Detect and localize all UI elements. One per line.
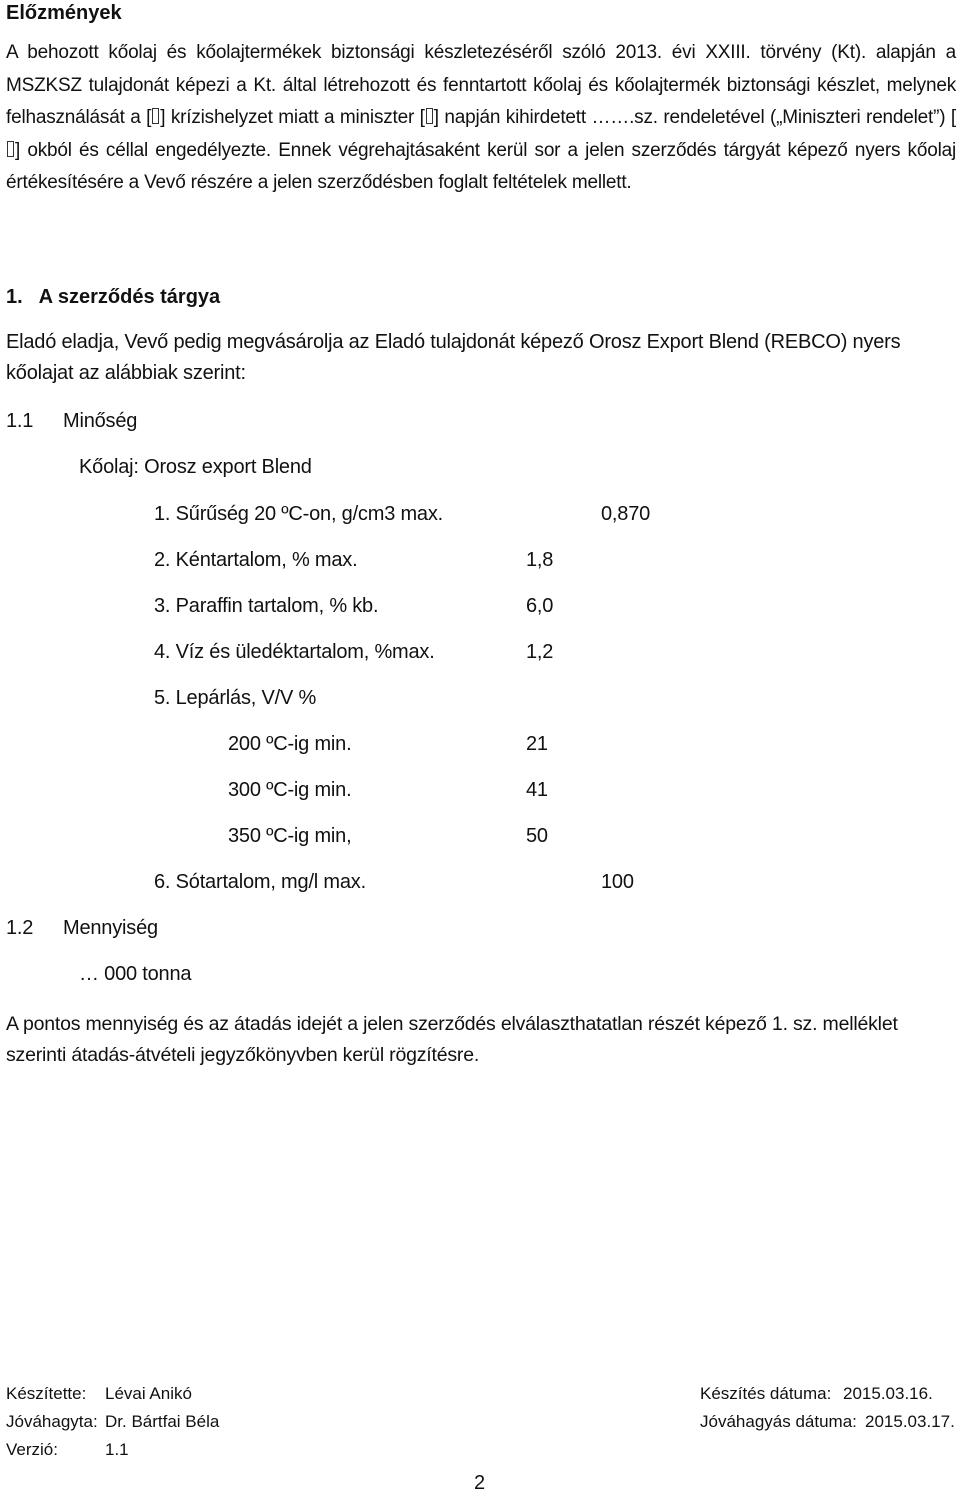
prepared-by-label: Készítette:: [6, 1384, 87, 1403]
prepared-date-value: 2015.03.16.: [843, 1384, 933, 1403]
quality-item-value: 0,870: [601, 503, 651, 525]
approved-by-value: Dr. Bártfai Béla: [105, 1412, 220, 1431]
quality-item-label: 1. Sűrűség 20 ºC-on, g/cm3 max.: [154, 503, 444, 525]
prepared-date-label: Készítés dátuma:: [700, 1384, 832, 1403]
distillation-item-label: 350 ºC-ig min,: [228, 825, 352, 847]
placeholder-box-icon: [7, 141, 14, 157]
approved-date-label: Jóváhagyás dátuma:: [700, 1412, 857, 1431]
quality-item-label: 6. Sótartalom, mg/l max.: [154, 871, 366, 893]
section-1-text: Eladó eladja, Vevő pedig megvásárolja az Eladó tulajdonát képező Orosz Export Blend (REBCO) nyers kőolajat az alábbiak szerint:: [6, 331, 901, 384]
quality-item-value: 1,8: [526, 549, 554, 571]
final-paragraph: [6, 1009, 956, 1071]
approved-by-label: Jóváhagyta:: [6, 1412, 98, 1431]
intro-text-part-1: A behozott kőolaj és kőolajtermékek biztonsági készletezéséről szóló 2013. évi XXIII. törvény (Kt). alapján a MSZKSZ tulajdonát képezi a Kt. által létrehozott és fenntartott kőolaj és kőolajtermék biztonsági készlet, melynek felhasználását a [: [6, 42, 956, 128]
quantity-value: … 000 tonna: [79, 963, 192, 985]
quality-item-value: 100: [601, 871, 634, 893]
section-1-title: 1. A szerződés tárgya: [6, 286, 221, 308]
quantity-label: Mennyiség: [63, 917, 158, 939]
quality-item-label: 4. Víz és üledéktartalom, %max.: [154, 641, 435, 663]
placeholder-box-icon: [426, 108, 433, 124]
approved-date-value: 2015.03.17.: [865, 1412, 955, 1431]
prepared-by-value: Lévai Anikó: [105, 1384, 192, 1403]
quantity-number: 1.2: [6, 917, 34, 939]
intro-text-part-4: ] okból és céllal engedélyezte. Ennek végrehajtásaként kerül sor a jelen szerződés tárgyát képező nyers kőolaj értékesítésére a Vevő részére a jelen szerződésben foglalt feltételek mellett.: [6, 139, 956, 193]
section-1-body: [6, 327, 956, 389]
distillation-item-value: 21: [526, 733, 548, 755]
quality-label: Minőség: [63, 410, 138, 432]
page-number: 2: [474, 1472, 486, 1494]
distillation-item-label: 300 ºC-ig min.: [228, 779, 352, 801]
quality-item-label: 3. Paraffin tartalom, % kb.: [154, 595, 379, 617]
quality-item-value: 6,0: [526, 595, 554, 617]
distillation-item-value: 50: [526, 825, 548, 847]
version-value: 1.1: [105, 1440, 129, 1459]
section-heading-elozmenyek: Előzmények: [6, 2, 122, 24]
quality-item-label: 2. Kéntartalom, % max.: [154, 549, 358, 571]
quality-item-label: 5. Lepárlás, V/V %: [154, 687, 317, 709]
intro-paragraph: [6, 37, 956, 200]
quality-number: 1.1: [6, 410, 34, 432]
intro-text-part-3: ] napján kihirdetett …….sz. rendeletével („Miniszteri rendelet”) [: [433, 107, 956, 128]
final-paragraph-text: A pontos mennyiség és az átadás idejét a jelen szerződés elválaszthatatlan részét képező 1. sz. melléklet szerinti átadás-átvételi jegyzőkönyvben kerül rögzítésre.: [6, 1013, 898, 1066]
placeholder-box-icon: [152, 108, 159, 124]
intro-text-part-2: ] krízishelyzet miatt a miniszter [: [160, 107, 425, 128]
distillation-item-value: 41: [526, 779, 548, 801]
version-label: Verzió:: [6, 1440, 58, 1459]
quality-item-value: 1,2: [526, 641, 554, 663]
distillation-item-label: 200 ºC-ig min.: [228, 733, 352, 755]
product-name: Kőolaj: Orosz export Blend: [79, 456, 312, 478]
